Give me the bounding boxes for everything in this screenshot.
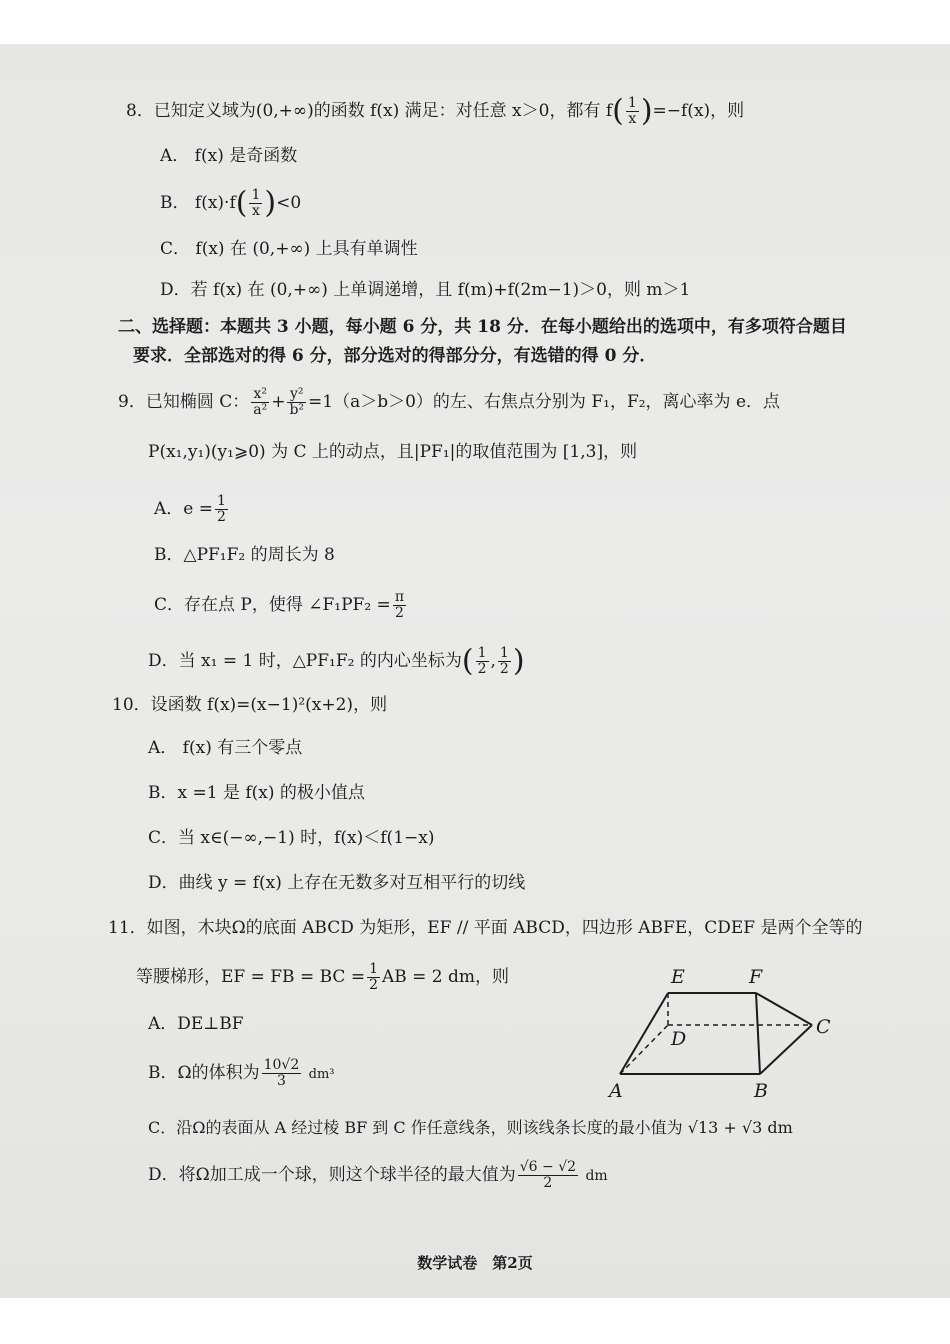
q8-option-b-text-end: <0 — [276, 193, 302, 213]
q9-fraction-x — [251, 387, 269, 418]
vertex-b-label: B — [754, 1080, 768, 1102]
unit-label: dm³ — [308, 1067, 335, 1082]
q9-option-b: B．△PF₁F₂ 的周长为 8 — [154, 545, 335, 565]
q9-option-d-fraction-2 — [498, 646, 511, 677]
fraction-denominator: 2 — [477, 661, 487, 677]
section-heading-line2: 要求．全部选对的得 6 分，部分选对的得部分分，有选错的得 0 分． — [133, 346, 657, 366]
vertex-c-label: C — [816, 1016, 831, 1038]
fraction-numerator: 1 — [369, 961, 378, 977]
q8-option-b: B． f(x)·f( $\frac{1}{x}$ )<0 — [160, 185, 302, 221]
vertex-f-label: F — [749, 966, 763, 988]
q10-option-a: A． f(x) 有三个零点 — [148, 738, 303, 758]
q9-stem-text-end: =1（a＞b＞0）的左、右焦点分别为 F₁，F₂，离心率为 e．点 — [308, 392, 781, 412]
q8-stem: 8．已知定义域为(0,+∞)的函数 f(x) 满足：对任意 x＞0，都有 f( $\frac{1}{x}$ )=−f(x)，则 — [126, 93, 745, 129]
fraction-denominator: 2 — [369, 977, 378, 993]
q11-option-d-fraction — [518, 1160, 578, 1191]
fraction-denominator: 2 — [394, 605, 404, 621]
fraction-denominator: 2 — [499, 661, 509, 677]
fraction-numerator: 1 — [217, 493, 226, 509]
fraction-denominator: a² — [253, 402, 268, 418]
q11-stem-fraction — [367, 962, 380, 993]
q9-option-c — [154, 590, 408, 621]
fraction-denominator: 3 — [276, 1073, 286, 1089]
q11-stem-line2-text: 等腰梯形，EF = FB = BC = — [136, 967, 366, 987]
q11-stem-line2-text-end: AB = 2 dm，则 — [381, 967, 510, 987]
q9-option-a-fraction — [215, 494, 228, 525]
q10-stem: 10．设函数 f(x)=(x−1)²(x+2)，则 — [112, 695, 388, 715]
q9-option-d-text: D．当 x₁ = 1 时，△PF₁F₂ 的内心坐标为 — [148, 651, 462, 671]
q11-option-d-text: D．将Ω加工成一个球，则这个球半径的最大值为 — [148, 1165, 516, 1185]
q9-option-c-text: C．存在点 P，使得 ∠F₁PF₂ = — [154, 595, 391, 615]
q9-option-a — [154, 494, 230, 525]
q9-option-c-fraction — [393, 590, 406, 621]
q8-stem-text-end: =−f(x)，则 — [652, 101, 745, 121]
fraction-denominator: x — [251, 203, 260, 219]
fraction-numerator: π — [394, 589, 405, 605]
plus-sign: + — [271, 392, 286, 412]
q11-stem-line2 — [136, 962, 509, 993]
q9-stem — [118, 387, 780, 418]
q8-option-b-text: B． f(x)·f — [160, 193, 236, 213]
q11-option-d — [148, 1160, 608, 1191]
fraction-numerator: 1 — [627, 95, 637, 111]
fraction-denominator: x — [628, 111, 637, 127]
q11-option-c: C．沿Ω的表面从 A 经过棱 BF 到 C 作任意线条，则该线条长度的最小值为 √13 + √3 dm — [148, 1118, 793, 1137]
unit-label: dm — [585, 1168, 608, 1184]
q11-stem: 11．如图，木块Ω的底面 ABCD 为矩形，EF // 平面 ABCD，四边形 ABFE，CDEF 是两个全等的 — [108, 918, 863, 938]
fraction-numerator: 1 — [477, 645, 487, 661]
fraction-numerator: x² — [251, 387, 269, 403]
fraction-numerator: y² — [287, 387, 306, 403]
q9-stem-line2: P(x₁,y₁)(y₁⩾0) 为 C 上的动点，且|PF₁|的取值范围为 [1,3]，则 — [148, 442, 638, 462]
q8-option-d: D．若 f(x) 在 (0,+∞) 上单调递增，且 f(m)+f(2m−1)＞0，则 m＞1 — [160, 280, 691, 300]
fraction-denominator: 2 — [543, 1175, 553, 1191]
q8-stem-text: 8．已知定义域为(0,+∞)的函数 f(x) 满足：对任意 x＞0，都有 f — [126, 101, 613, 121]
q9-option-d: D．当 x₁ = 1 时，△PF₁F₂ 的内心坐标为( $\frac{1}{2}$ , $\frac{1}{2}$ ) — [148, 643, 525, 679]
fraction-numerator: 1 — [251, 187, 261, 203]
page-footer: 数学试卷 第2页 — [417, 1254, 533, 1272]
fraction-denominator: b² — [289, 402, 305, 418]
q9-option-a-text: A．e = — [154, 499, 213, 519]
fraction-numerator: 10√2 — [263, 1057, 300, 1073]
q9-fraction-y — [287, 387, 306, 418]
q8-stem-fraction — [626, 96, 639, 127]
q10-option-d: D．曲线 y = f(x) 上存在无数多对互相平行的切线 — [148, 873, 526, 893]
q11-option-b-text: B．Ω的体积为 — [148, 1063, 260, 1083]
fraction-denominator: 2 — [217, 509, 226, 525]
q11-option-b-fraction — [262, 1058, 302, 1089]
section-heading-line1: 二、选择题：本题共 3 小题，每小题 6 分，共 18 分．在每小题给出的选项中，有多项符合题目 — [118, 317, 847, 337]
q8-option-c: C． f(x) 在 (0,+∞) 上具有单调性 — [160, 239, 418, 259]
q11-option-a: A．DE⊥BF — [148, 1014, 244, 1034]
q9-stem-text: 9．已知椭圆 C： — [118, 392, 250, 412]
q8-option-b-fraction — [249, 188, 262, 219]
vertex-e-label: E — [671, 966, 685, 988]
q10-option-c: C．当 x∈(−∞,−1) 时，f(x)＜f(1−x) — [148, 828, 435, 848]
q9-option-d-fraction-1 — [476, 646, 489, 677]
fraction-numerator: √6 − √2 — [519, 1159, 577, 1175]
q11-option-b — [148, 1058, 335, 1089]
q8-option-a: A． f(x) 是奇函数 — [160, 146, 298, 166]
q10-option-b: B．x =1 是 f(x) 的极小值点 — [148, 783, 365, 803]
fraction-numerator: 1 — [499, 645, 509, 661]
vertex-d-label: D — [671, 1028, 687, 1050]
vertex-a-label: A — [609, 1080, 623, 1102]
